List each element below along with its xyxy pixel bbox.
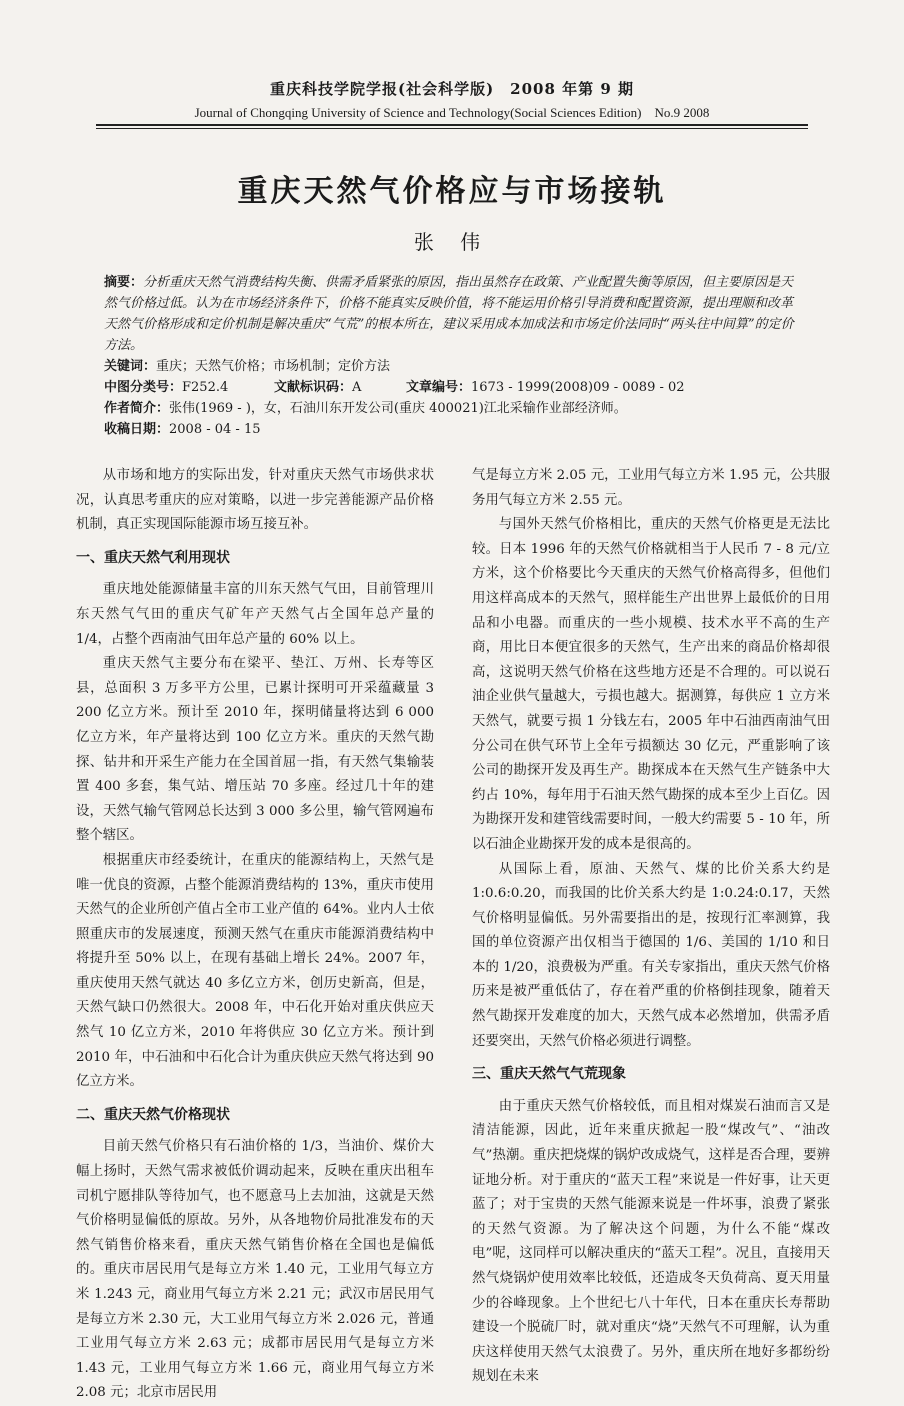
intro-paragraph: 从市场和地方的实际出发，针对重庆天然气市场供求状况，认真思考重庆的应对策略，以进一步完善能源产品价格机制，真正实现国际能源市场互接互补。 xyxy=(76,468,434,533)
clc-value: F252.4 xyxy=(182,380,229,395)
abstract xyxy=(104,272,804,356)
body-paragraph: 气是每立方米 2.05 元，工业用气每立方米 1.95 元，公共服务用气每立方米 2.55 元。 xyxy=(472,468,830,508)
header-rule-thin xyxy=(96,128,808,129)
journal-name-en: Journal of Chongqing University of Science and Technology(Social Sciences Edition) No.9 2008 xyxy=(194,105,710,120)
journal-name-cn: 重庆科技学院学报(社会科学版) 2008 年第 9 期 xyxy=(269,80,635,98)
body-paragraph: 从国际上看，原油、天然气、煤的比价关系大约是 1:0.6:0.20，而我国的比价关系大约是 1:0.24:0.17，天然气价格明显偏低。另外需要指出的是，按现行汇率测算，我国的单位资源产出仅相当于德国的 1/6、美国的 1/10 和日本的 1/20，浪费极为严重。有关专家指出，重庆天然气价格历来是被严重低估了，存在着严重的价格倒挂现象，随着天然气勘探开发难度的加大，天然气成本必然增加，供需矛盾还要突出，天然气价格必须进行调整。 xyxy=(472,861,830,1049)
left-column xyxy=(76,464,434,1406)
author-bio-label: 作者简介： xyxy=(104,401,170,416)
author-bio-text: 张伟(1969 - )，女，石油川东开发公司(重庆 400021)江北采输作业部经济师。 xyxy=(169,401,627,416)
abstract-text: 分析重庆天然气消费结构失衡、供需矛盾紧张的原因，指出虽然存在政策、产业配置失衡等原因，但主要原因是天然气价格过低。认为在市场经济条件下，价格不能真实反映价值，将不能运用价格引导消费和配置资源，提出理顺和改革天然气价格形成和定价机制是解决重庆“气荒”的根本所在，建议采用成本加成法和市场定价法同时“两头往中间算”的定价方法。 xyxy=(104,275,794,353)
section-heading-2: 二、重庆天然气价格现状 xyxy=(76,1106,230,1123)
right-column xyxy=(472,464,830,1390)
author-bio xyxy=(104,398,804,419)
keywords-text: 重庆；天然气价格；市场机制；定价方法 xyxy=(156,359,391,374)
article-no-value: 1673 - 1999(2008)09 - 0089 - 02 xyxy=(471,380,685,395)
clc-label: 中图分类号： xyxy=(104,380,183,395)
body-paragraph: 根据重庆市经委统计，在重庆的能源结构上，天然气是唯一优良的资源，占整个能源消费结构的 13%，重庆市使用天然气的企业所创产值占全市工业产值的 64%。业内人士依照重庆市的发展速度，预测天然气在重庆市能源消费结构中将提升至 50% 以上，在现有基础上增长 24%。2007 年，重庆使用天然气就达 40 多亿立方米，创历史新高，但是，天然气缺口仍然很大。2008 年，中石化开始对重庆供应天然气 10 亿立方米，2010 年将供应 30 亿立方米。预计到 2010 年，中石油和中石化合计为重庆供应天然气将达到 90 亿立方米。 xyxy=(76,852,434,1090)
article-author: 张 伟 xyxy=(413,230,491,254)
keywords xyxy=(104,356,804,377)
received-date xyxy=(104,419,804,440)
body-paragraph: 与国外天然气价格相比，重庆的天然气价格更是无法比较。日本 1996 年的天然气价格就相当于人民币 7 - 8 元/立方米，这个价格要比今天重庆的天然气价格高得多，但他们用这样高成本的天然气，照样能生产出世界上最低价的日用品和小电器。而重庆的一些小规模、技术水平不高的生产商，用比日本便宜很多的天然气，生产出来的商品价格却很高，这说明天然气价格在这些地方还是不合理的。可以说石油企业供气量越大，亏损也越大。据测算，每供应 1 立方米天然气，就要亏损 1 分钱左右，2005 年中石油西南油气田分公司在供气环节上全年亏损额达 30 亿元，严重影响了该公司的勘探开发及再生产。勘探成本在天然气生产链条中大约占 10%，每年用于石油天然气勘探的成本至少上百亿。因为勘探开发和建管线需要时间，一般大约需要 5 - 10 年，所以石油企业勘探开发的成本是很高的。 xyxy=(472,517,830,852)
article-meta xyxy=(104,272,804,440)
article-no-label: 文章编号： xyxy=(406,380,472,395)
abstract-label: 摘要： xyxy=(104,275,144,290)
doc-code-value: A xyxy=(352,380,362,395)
body-paragraph: 由于重庆天然气价格较低，而且相对煤炭石油而言又是清洁能源，因此，近年来重庆掀起一股“煤改气”、“油改气”热潮。重庆把烧煤的锅炉改成烧气，这样是否合理，要辨证地分析。对于重庆的“蓝天工程”来说是一件好事，让天更蓝了；对于宝贵的天然气能源来说是一件坏事，浪费了紧张的天然气资源。为了解决这个问题，为什么不能“煤改电”呢，这同样可以解决重庆的“蓝天工程”。况且，直接用天然气烧锅炉使用效率比较低，还造成冬天负荷高、夏天用量少的谷峰现象。上个世纪七八十年代，日本在重庆长寿帮助建设一个脱硫厂时，就对重庆“烧”天然气不可理解，认为重庆这样使用天然气太浪费了。另外，重庆所在地好多都纷纷规划在未来 xyxy=(472,1098,830,1385)
received-value: 2008 - 04 - 15 xyxy=(169,422,261,437)
body-paragraph: 重庆地处能源储量丰富的川东天然气气田，目前管理川东天然气气田的重庆气矿年产天然气占全国年总产量的 1/4，占整个西南油气田年总产量的 60% 以上。 xyxy=(76,582,434,647)
received-label: 收稿日期： xyxy=(104,422,170,437)
header-rule-thick xyxy=(96,124,808,126)
section-heading-1: 一、重庆天然气利用现状 xyxy=(76,549,230,566)
article-title: 重庆天然气价格应与市场接轨 xyxy=(237,174,667,209)
classification-row xyxy=(104,377,804,398)
body-paragraph: 重庆天然气主要分布在梁平、垫江、万州、长寿等区县，总面积 3 万多平方公里，已累计探明可开采蕴藏量 3 200 亿立方米。预计至 2010 年，探明储量将达到 6 000 亿立方米，年产量将达到 100 亿立方米。重庆的天然气勘探、钻井和开采生产能力在全国首屈一指，有天然气集输装置 400 多套，集气站、增压站 70 多座。经过几十年的建设，天然气输气管网总长达到 3 000 多公里，输气管网遍布整个辖区。 xyxy=(76,656,434,844)
section-heading-3: 三、重庆天然气气荒现象 xyxy=(472,1066,626,1083)
body-paragraph: 目前天然气价格只有石油价格的 1/3，当油价、煤价大幅上扬时，天然气需求被低价调动起来，反映在重庆出租车司机宁愿排队等待加气，也不愿意马上去加油，这就是天然气价格明显偏低的原故。另外，从各地物价局批准发布的天然气销售价格来看，重庆天然气销售价格在全国也是偏低的。重庆市居民用气是每立方米 1.40 元，工业用气每立方米 1.243 元，商业用气每立方米 2.21 元；武汉市居民用气是每立方米 2.30 元，大工业用气每立方米 2.026 元，普通工业用气每立方米 2.63 元；成都市居民用气是每立方米 1.43 元，工业用气每立方米 1.66 元，商业用气每立方米 2.08 元；北京市居民用 xyxy=(76,1139,434,1401)
keywords-label: 关键词： xyxy=(104,359,157,374)
doc-code-label: 文献标识码： xyxy=(274,380,353,395)
